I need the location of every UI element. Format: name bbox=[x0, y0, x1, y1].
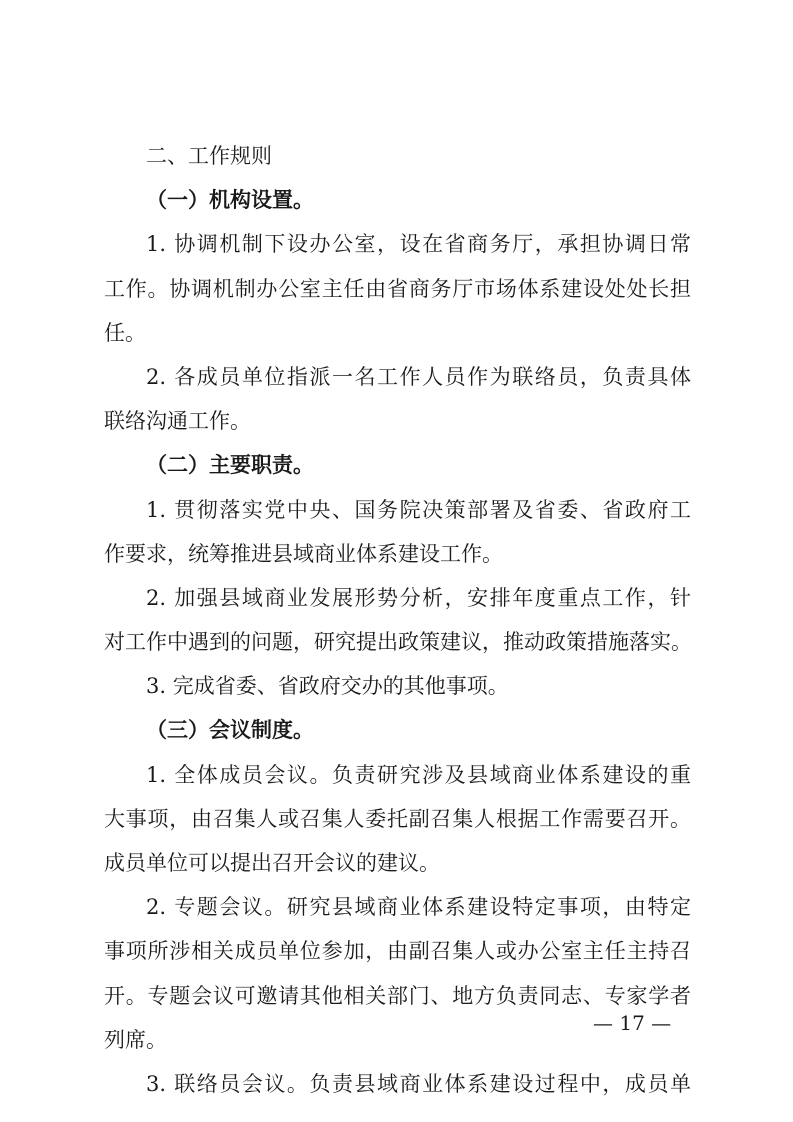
text-line: 1. 全体成员会议。负责研究涉及县域商业体系建设的重 bbox=[146, 762, 691, 787]
text-line: 1. 贯彻落实党中央、国务院决策部署及省委、省政府工 bbox=[146, 497, 691, 522]
text-line: 作要求，统筹推进县域商业体系建设工作。 bbox=[104, 541, 503, 566]
text-line: 2. 加强县域商业发展形势分析，安排年度重点工作，针 bbox=[146, 585, 691, 610]
text-line: 大事项，由召集人或召集人委托副召集人根据工作需要召开。 bbox=[104, 806, 691, 831]
text-line: 工作。协调机制办公室主任由省商务厅市场体系建设处处长担 bbox=[104, 276, 691, 301]
text-line: 联络沟通工作。 bbox=[104, 409, 251, 434]
section-heading: （三）会议制度。 bbox=[146, 718, 314, 743]
text-line: 3. 完成省委、省政府交办的其他事项。 bbox=[146, 674, 509, 699]
text-line: 1. 协调机制下设办公室，设在省商务厅，承担协调日常 bbox=[146, 232, 691, 257]
page-number: — 17 — bbox=[593, 1011, 672, 1035]
document-body bbox=[104, 134, 691, 1106]
text-line: 事项所涉相关成员单位参加，由副召集人或办公室主任主持召 bbox=[104, 939, 691, 964]
text-line: 列席。 bbox=[104, 1027, 167, 1052]
text-line: 任。 bbox=[104, 320, 146, 345]
text-line: 3. 联络员会议。负责县域商业体系建设过程中，成员单 bbox=[146, 1071, 691, 1096]
text-line: 开。专题会议可邀请其他相关部门、地方负责同志、专家学者 bbox=[104, 983, 691, 1008]
text-line: 对工作中遇到的问题，研究提出政策建议，推动政策措施落实。 bbox=[104, 630, 692, 655]
text-line: 成员单位可以提出召开会议的建议。 bbox=[104, 851, 440, 875]
text-line: 2. 各成员单位指派一名工作人员作为联络员，负责具体 bbox=[146, 364, 691, 389]
section-heading: （二）主要职责。 bbox=[146, 453, 314, 478]
text-line: 2. 专题会议。研究县域商业体系建设特定事项，由特定 bbox=[146, 895, 691, 920]
section-heading: （一）机构设置。 bbox=[146, 188, 314, 213]
text-line: 二、工作规则 bbox=[146, 144, 272, 168]
